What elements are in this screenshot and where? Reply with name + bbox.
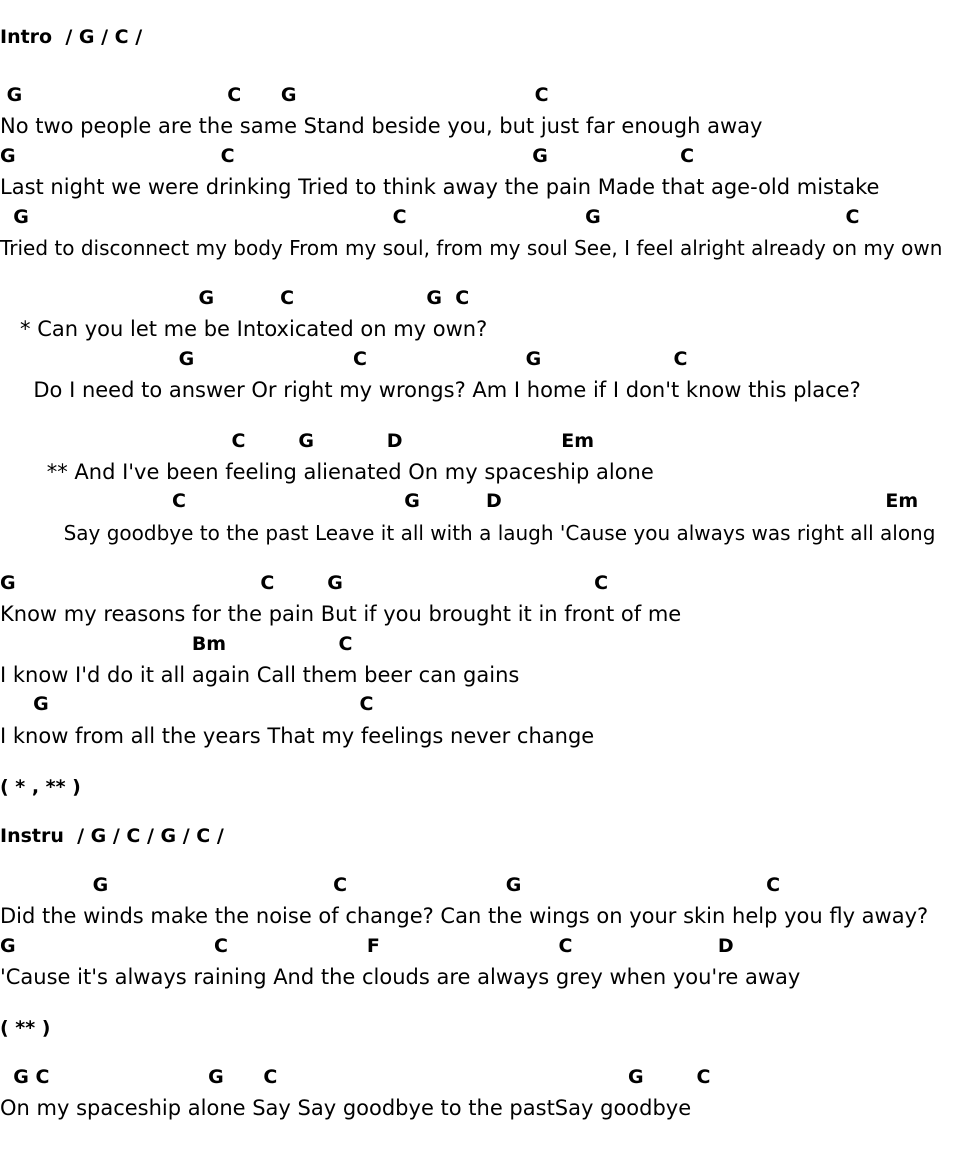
chord-line: Bm C [0, 633, 353, 655]
lyric-line: ** And I've been feeling alienated On my spaceship alone [0, 460, 654, 484]
lyric-line: Last night we were drinking Tried to think away the pain Made that age-old mistake [0, 175, 880, 199]
chord-line: G C G C [0, 287, 470, 309]
chord-line: G C G C [0, 572, 609, 594]
chord-line: G C [0, 693, 374, 715]
chord-line: G C G C [0, 874, 781, 896]
instrumental-heading: Instru / G / C / G / C / [0, 825, 224, 847]
lyric-line: * Can you let me be Intoxicated on my own? [0, 317, 488, 341]
intro-heading: Intro / G / C / [0, 26, 143, 48]
lyric-line: Do I need to answer Or right my wrongs? Am I home if I don't know this place? [0, 378, 861, 402]
chord-line: G C G C G C [0, 1066, 711, 1088]
repeat-marker: ( ** ) [0, 1017, 51, 1039]
lyric-line: 'Cause it's always raining And the clouds are always grey when you're away [0, 965, 801, 989]
chord-line: G C G C [0, 206, 860, 228]
lyric-line: Know my reasons for the pain But if you brought it in front of me [0, 602, 682, 626]
lyric-line: I know I'd do it all again Call them beer can gains [0, 663, 520, 687]
lyric-line: No two people are the same Stand beside you, but just far enough away [0, 114, 763, 138]
chord-line: C G D Em [0, 430, 595, 452]
lyric-line: Did the winds make the noise of change? Can the wings on your skin help you fly away? [0, 904, 929, 928]
lyric-line: I know from all the years That my feelings never change [0, 724, 595, 748]
lyric-line: Tried to disconnect my body From my soul, from my soul See, I feel alright already on my own [0, 236, 943, 260]
chord-line: G C G C [0, 145, 695, 167]
chord-line: G C F C D [0, 935, 734, 957]
lyric-line: On my spaceship alone Say Say goodbye to the pastSay goodbye [0, 1096, 692, 1120]
chord-line: C G D Em [0, 490, 919, 512]
chord-line: G C G C [0, 84, 549, 106]
chord-line: G C G C [0, 348, 688, 370]
repeat-marker: ( * , ** ) [0, 776, 81, 798]
lyric-line: Say goodbye to the past Leave it all with a laugh 'Cause you always was right all along [0, 521, 936, 545]
